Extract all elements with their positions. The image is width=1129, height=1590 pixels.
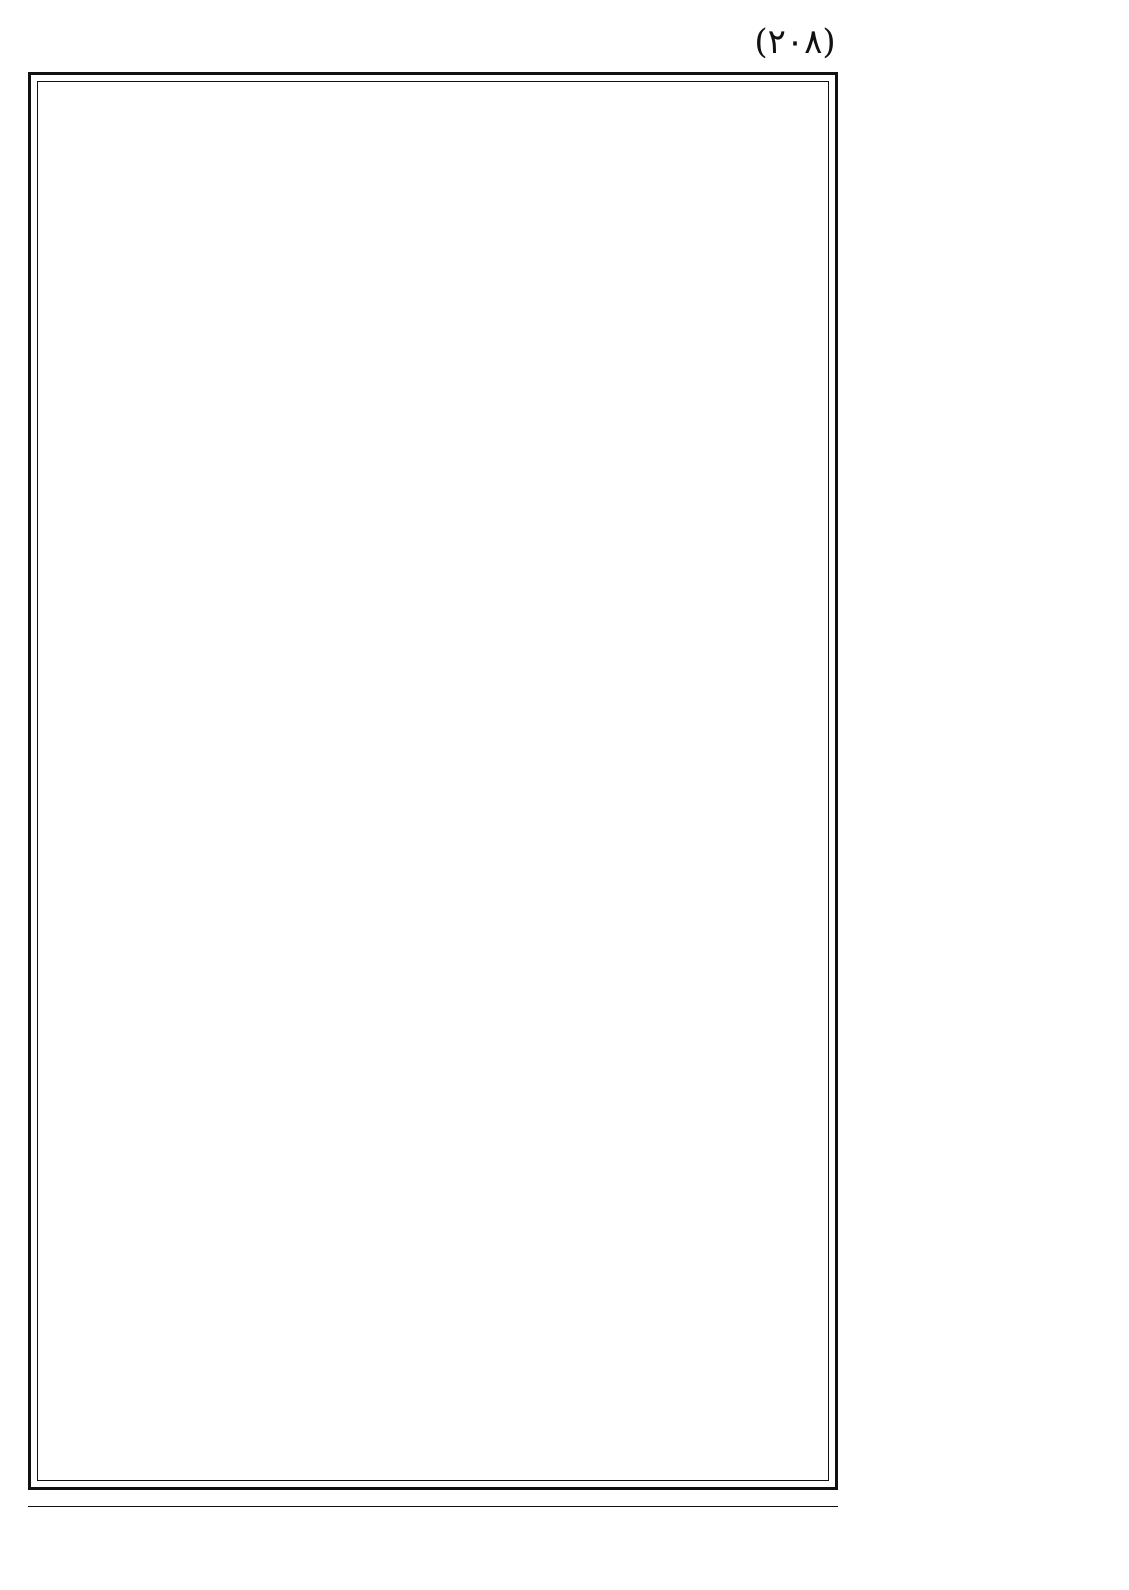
main-text-body xyxy=(49,93,817,1469)
main-text-frame xyxy=(28,72,838,1490)
bottom-divider xyxy=(28,1506,838,1507)
margin-note-column xyxy=(850,0,1129,1500)
margin-note-text xyxy=(858,18,1121,1500)
page-number: (٢٠٨) xyxy=(754,22,836,62)
